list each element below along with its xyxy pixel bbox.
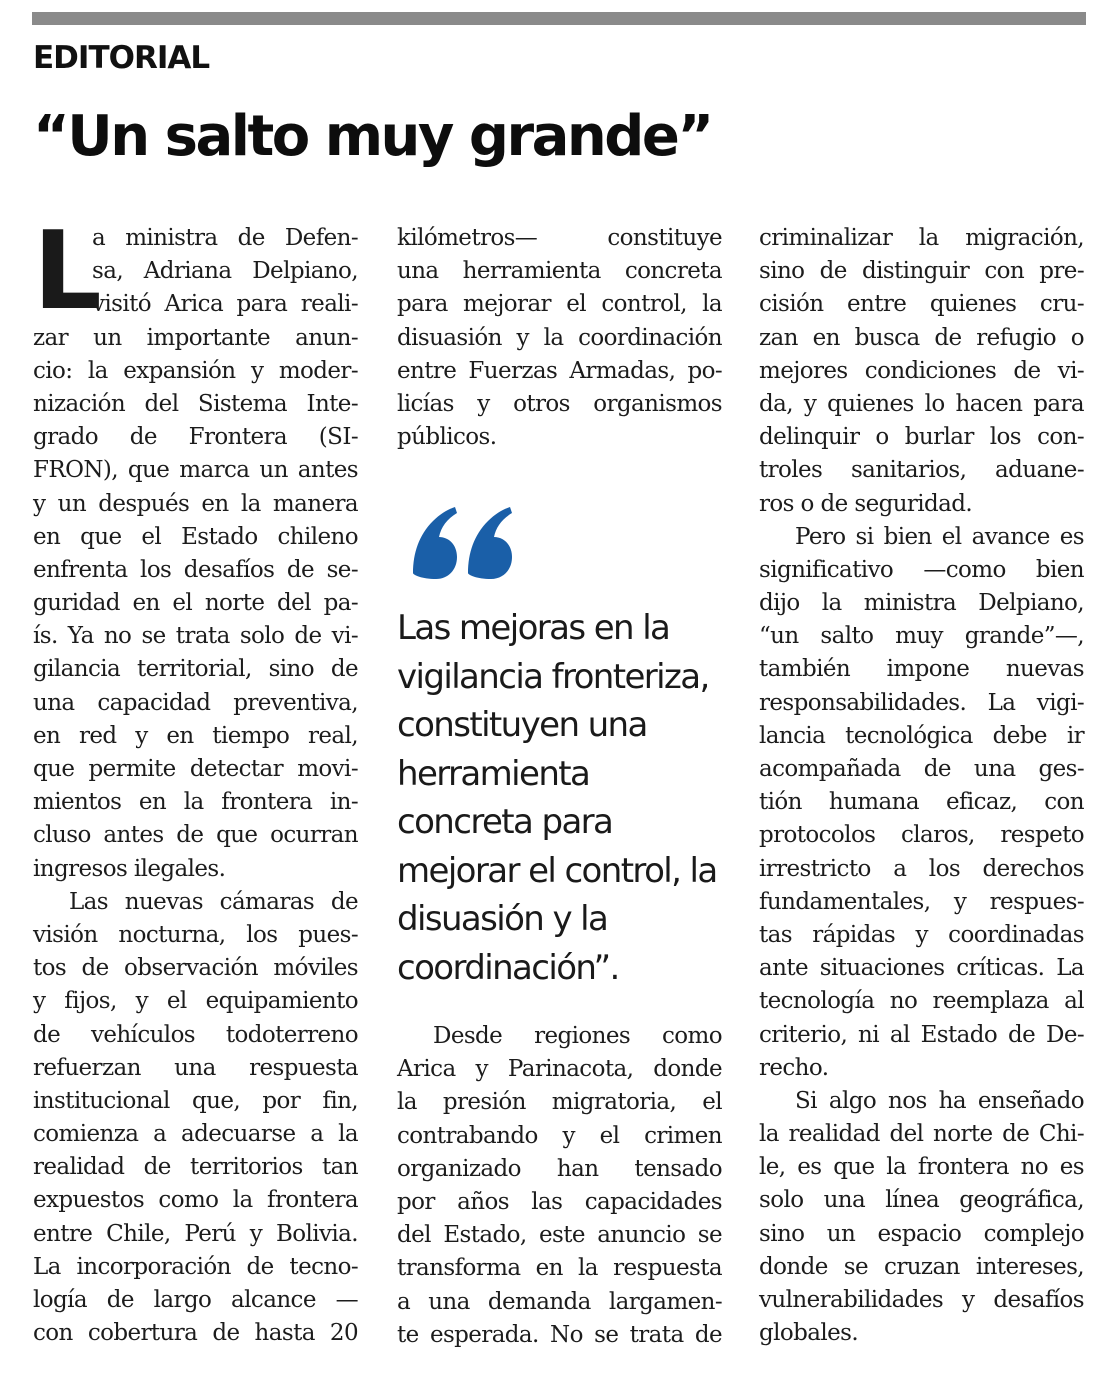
body-line: tos de observación móviles	[33, 955, 358, 982]
body-line: entre Fuerzas Armadas, po-	[397, 357, 722, 384]
body-line: FRON), que marca un antes	[33, 457, 358, 484]
body-line: con cobertura de hasta 20	[33, 1320, 358, 1347]
body-line: mientos en la frontera in-	[33, 789, 358, 816]
body-line: cluso antes de que ocurran	[33, 822, 358, 849]
headline: “Un salto muy grande”	[33, 104, 712, 169]
body-line: zar un importante anun-	[33, 324, 358, 351]
body-line: solo una línea geográfica,	[759, 1187, 1084, 1214]
body-line: cio: la expansión y moder-	[33, 357, 358, 384]
body-line: y un después en la manera	[33, 490, 358, 517]
body-line: irrestricto a los derechos	[759, 855, 1084, 882]
body-line: protocolos claros, respeto	[759, 822, 1084, 849]
pull-quote-line: vigilancia fronteriza,	[397, 656, 709, 697]
pull-quote-line: Las mejoras en la	[397, 608, 670, 648]
body-line: la presión migratoria, el	[397, 1089, 722, 1116]
body-line: en red y en tiempo real,	[33, 722, 358, 749]
body-line: disuasión y la coordinación	[397, 324, 722, 351]
body-line: dijo la ministra Delpiano,	[759, 590, 1084, 617]
body-line: licías y otros organismos	[397, 390, 722, 417]
body-line: fundamentales, y respues-	[759, 888, 1084, 915]
body-line: lancia tecnológica debe ir	[759, 722, 1084, 749]
body-line: por años las capacidades	[397, 1188, 722, 1215]
body-line: Si algo nos ha enseñado	[795, 1087, 1084, 1114]
body-line: organizado han tensado	[397, 1155, 722, 1182]
body-line: ros o de seguridad.	[759, 490, 973, 517]
pull-quote-line: constituyen una	[397, 705, 647, 745]
body-line: también impone nuevas	[759, 656, 1084, 683]
section-label: EDITORIAL	[33, 40, 210, 76]
body-line: sa, Adriana Delpiano,	[92, 258, 358, 285]
body-line: para mejorar el control, la	[397, 291, 722, 318]
body-line: zan en busca de refugio o	[759, 324, 1084, 351]
body-line: gilancia territorial, sino de	[33, 656, 358, 683]
body-line: una capacidad preventiva,	[33, 689, 358, 716]
body-line: comienza a adecuarse a la	[33, 1121, 358, 1148]
body-line: institucional que, por fin,	[33, 1087, 358, 1114]
body-line: públicos.	[397, 424, 497, 451]
pull-quote-line: mejorar el control, la	[397, 850, 717, 891]
body-line: da, y quienes lo hacen para	[759, 390, 1084, 417]
body-line: visitó Arica para reali-	[92, 291, 358, 318]
body-line: guridad en el norte del pa-	[33, 590, 358, 617]
quote-mark-icon	[405, 495, 520, 605]
body-line: ingresos ilegales.	[33, 855, 226, 882]
body-line: Arica y Parinacota, donde	[397, 1056, 722, 1083]
body-line: vulnerabilidades y desafíos	[759, 1287, 1084, 1313]
body-line: responsabilidades. La vigi-	[759, 689, 1084, 716]
body-line: recho.	[759, 1054, 829, 1081]
body-line: logía de largo alcance —	[33, 1287, 358, 1313]
column-2-bottom	[397, 1020, 722, 1352]
body-line: criterio, ni al Estado de De-	[759, 1021, 1084, 1048]
body-line: donde se cruzan intereses,	[759, 1253, 1084, 1280]
body-line: Las nuevas cámaras de	[69, 888, 358, 915]
body-line: mejores condiciones de vi-	[759, 357, 1084, 384]
column-2-top	[397, 222, 722, 454]
body-line: cisión entre quienes cru-	[759, 291, 1084, 318]
body-line: significativo —como bien	[759, 556, 1084, 583]
body-line: sino un espacio complejo	[759, 1220, 1084, 1247]
body-line: ís. Ya no se trata solo de vi-	[33, 623, 358, 650]
body-line: en que el Estado chileno	[33, 523, 358, 550]
body-line: tecnología no reemplaza al	[759, 988, 1084, 1015]
body-line: acompañada de una ges-	[759, 756, 1084, 782]
body-line: te esperada. No se trata de	[397, 1321, 722, 1348]
body-line: realidad de territorios tan	[33, 1154, 358, 1181]
pull-quote-line: concreta para	[397, 802, 613, 842]
body-line: Desde regiones como	[433, 1023, 722, 1049]
body-line: refuerzan una respuesta	[33, 1054, 358, 1081]
drop-cap-letter: L	[33, 209, 102, 334]
body-line: contrabando y el crimen	[397, 1122, 722, 1149]
body-line: nización del Sistema Inte-	[33, 390, 358, 417]
body-line: Pero si bien el avance es	[795, 523, 1084, 550]
column-3	[759, 222, 1084, 1350]
body-line: expuestos como la frontera	[33, 1187, 358, 1214]
column-1	[33, 222, 358, 1350]
body-line: una herramienta concreta	[397, 258, 722, 285]
body-line: que permite detectar movi-	[33, 756, 358, 782]
body-line: transforma en la respuesta	[397, 1255, 722, 1282]
pull-quote-line: disuasión y la	[397, 899, 608, 939]
body-line: a una demanda largamen-	[397, 1288, 722, 1315]
body-line: entre Chile, Perú y Bolivia.	[33, 1220, 358, 1247]
body-line: ante situaciones críticas. La	[759, 955, 1084, 982]
body-line: a ministra de Defen-	[92, 225, 358, 251]
body-line: delinquir o burlar los con-	[759, 424, 1084, 451]
body-line: y fijos, y el equipamiento	[33, 988, 358, 1015]
pull-quote-line: herramienta	[397, 753, 590, 794]
body-line: criminalizar la migración,	[759, 225, 1084, 251]
body-line: visión nocturna, los pues-	[33, 921, 358, 948]
body-line: tión humana eficaz, con	[759, 789, 1084, 816]
body-line: la realidad del norte de Chi-	[759, 1121, 1084, 1148]
body-line: grado de Frontera (SI-	[33, 424, 358, 451]
body-line: tas rápidas y coordinadas	[759, 921, 1084, 948]
body-line: globales.	[759, 1320, 859, 1347]
body-line: “un salto muy grande”—,	[759, 623, 1084, 650]
body-line: troles sanitarios, aduane-	[759, 457, 1084, 484]
pull-quote	[397, 604, 727, 992]
body-line: kilómetros— constituye	[397, 225, 722, 251]
pull-quote-line: coordinación”.	[397, 947, 619, 988]
body-line: del Estado, este anuncio se	[397, 1222, 722, 1249]
body-line: sino de distinguir con pre-	[759, 258, 1084, 285]
body-line: de vehículos todoterreno	[33, 1021, 358, 1048]
body-line: La incorporación de tecno-	[33, 1253, 358, 1280]
body-line: enfrenta los desafíos de se-	[33, 556, 358, 583]
body-line: le, es que la frontera no es	[759, 1154, 1084, 1181]
top-rule	[32, 12, 1086, 25]
